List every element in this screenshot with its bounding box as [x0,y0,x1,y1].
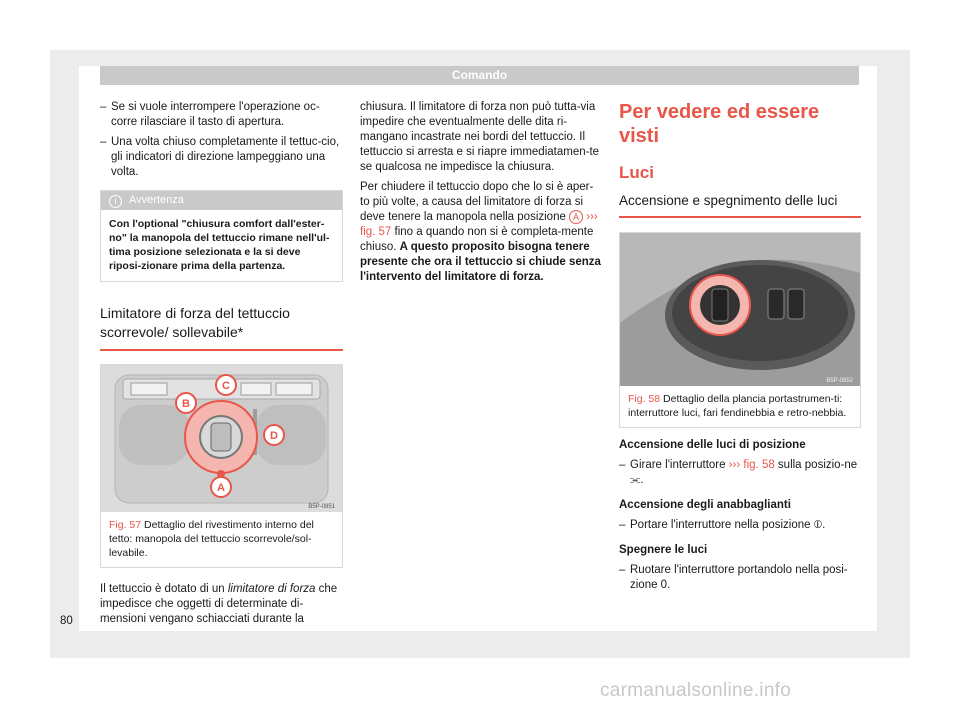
figure-link[interactable]: fig. 58 [743,459,775,471]
list-item: – Una volta chiuso completamente il tettuc-cio, gli indicatori di direzione lampeggiano una volta. [100,135,343,180]
body-bold: A questo proposito bisogna tenere presente che ora il tettuccio si chiude senza l'intervento del limitatore di forza. [360,241,601,283]
list-item: – Se si vuole interrompere l'operazione oc-corre rilasciare il tasto di apertura. [100,100,343,130]
warning-text: Con l'optional "chiusura comfort dall'ester-no" la manopola del tettuccio rimane nell'ul-tima posizione selezionata e la si deve riposi-zionare prima della partenza. [109,218,330,272]
sub-heading: Luci [619,163,654,182]
body-text: Il tettuccio è dotato di un [100,583,228,595]
figure-ref: Fig. 57 [109,519,142,531]
label-a: A [217,482,225,494]
roof-control-illustration [101,365,342,512]
figure-ref: Fig. 58 [628,393,661,405]
subsection-title: Accensione degli anabbaglianti [619,499,791,511]
figure-58 [619,232,861,428]
warning-header [101,191,342,210]
caption-text: Dettaglio del rivestimento interno del tetto: manopola del tettuccio scorrevole/sol-levabile. [109,519,314,559]
page-number: 80 [60,615,73,627]
info-icon: i [109,195,122,208]
figure-caption [101,512,342,567]
list-item: – Portare l'interruttore nella posizione ⦶. [619,518,861,533]
body-italic: limitatore di forza [227,583,316,595]
figure-caption [620,386,860,427]
subsection-title: Accensione delle luci di posizione [619,439,806,451]
body-text: fino a quando non si è completa-mente chiuso. [360,226,594,253]
column-middle [360,100,602,290]
figure-57 [100,364,343,568]
caption-text: Dettaglio della plancia portastrumen-ti: interruttore luci, fari fendinebbia e retro-nebbia. [628,393,847,419]
section-title: Limitatore di forza del tettuccio scorrevole/ sollevabile* [100,304,343,351]
label-b: B [182,398,190,410]
watermark: carmanualsonline.info [600,680,792,701]
label-c: C [222,380,230,392]
figure-code: B5P-0852 [826,378,853,384]
subsection-title: Spegnere le luci [619,544,708,556]
body-paragraph [100,582,343,627]
link-arrow: ››› [586,211,598,223]
list-item: – Ruotare l'interruttore portandolo nella posi-zione 0. [619,563,861,593]
section-heading: Accensione e spegnimento delle luci [619,192,861,218]
body-paragraph: chiusura. Il limitatore di forza non può tutta-via impedire che eventualmente delle dita ri-mangano incastrate nei bordi del tettuccio. Il tettuccio si arresta e si riapre immediatamen-te se qualcosa ne impedisce la chiusura. [360,101,600,173]
chapter-header: Comando [100,66,859,85]
body-paragraph [360,180,602,285]
light-switch-illustration [620,233,860,386]
main-heading: Per vedere ed essere visti [619,101,820,147]
warning-box [100,190,343,282]
label-d: D [270,430,278,442]
column-right [619,100,861,598]
body-text: Per chiudere il tettuccio dopo che lo si è aper-to più volte, a causa del limitatore di forza si deve tenere la manopola nella posizione [360,181,594,223]
column-left [100,100,343,632]
warning-title: Avvertenza [129,194,184,206]
link-arrow: ››› [728,459,741,471]
position-label: A [569,210,583,224]
figure-code: B5P-0851 [308,504,335,510]
list-item [619,458,861,488]
figure-link[interactable]: fig. 57 [360,226,392,238]
body-text: sulla posizio-ne ⫘. [630,459,858,486]
body-text: che impedisce che oggetti di determinate di-mensioni vengano schiacciati durante la [100,583,338,625]
body-text: Girare l'interruttore [630,459,729,471]
